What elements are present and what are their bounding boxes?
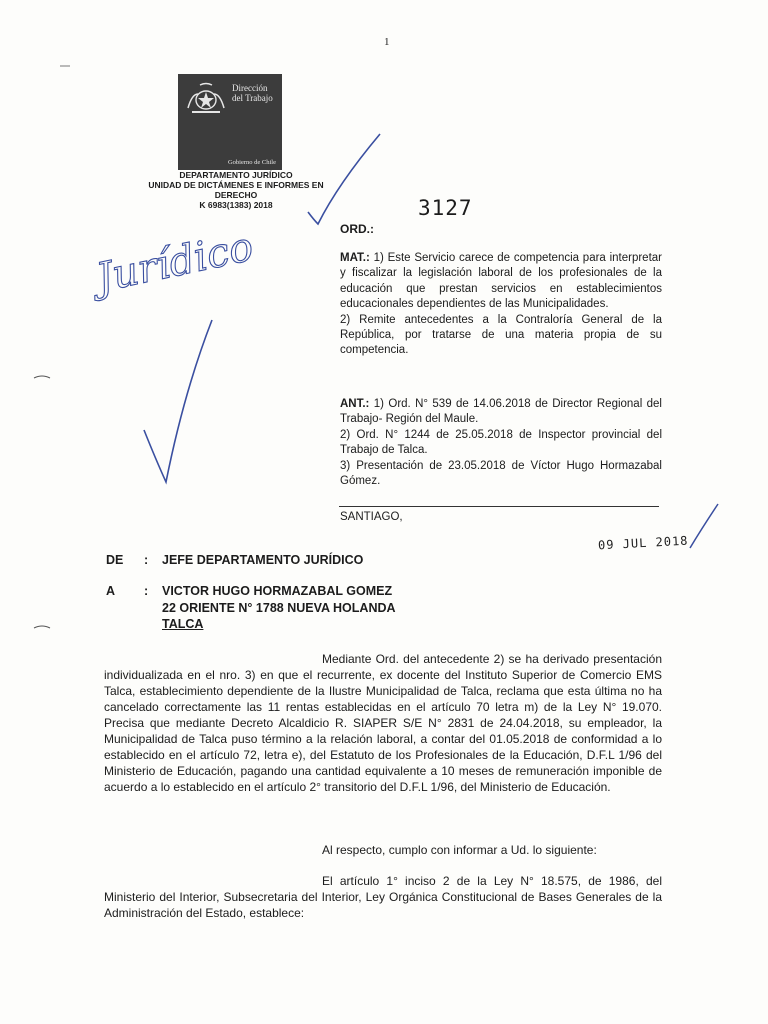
department-block	[128, 170, 344, 210]
department-line: DEPARTAMENTO JURÍDICO	[179, 170, 293, 180]
paragraph-text: El artículo 1° inciso 2 de la Ley N° 18.575, de 1986, del Ministerio del Interior, Subsecretaria del Interior, Ley Orgánica Constitucional de Bases Generales de la Administración del Estado, establece:	[104, 874, 662, 920]
place-label: SANTIAGO,	[340, 511, 403, 523]
ord-label: ORD.:	[340, 222, 374, 236]
department-line: DERECHO	[214, 190, 258, 200]
check-mark-icon	[690, 504, 718, 548]
to-key: A	[106, 584, 116, 598]
antecedents-label: ANT.:	[340, 398, 370, 410]
department-reference: K 6983(1383) 2018	[199, 200, 273, 210]
page-number: 1	[384, 36, 390, 48]
paragraph-text: Mediante Ord. del antecedente 2) se ha derivado presentación individualizada en el nro. 3) en que el recurrente, ex docente del Instituto Superior de Comercio EMS Talca, establecimiento dependiente de la Ilustre Municipalidad de Talca, reclama que esta última no ha cancelado correctamente las 11 rentas establecidas en el artículo 70 letra m) de la Ley N° 19.070. Precisa que mediante Decreto Alcaldicio R. SIAPER S/E N° 2831 de 24.04.2018, su empleador, la Municipalidad de Talca puso término a la relación laboral, a contar del 01.05.2018 de conformidad a lo establecido en el artículo 72, letra e), del Estatuto de los Profesionales de la Educación, D.F.L 1/96 del Ministerio de Educación, pagando una cantidad equivalente a 10 meses de remuneración imponible de acuerdo a lo establecido en el artículo 2° transitorio del D.F.L 1/96, del Ministerio de Educación.	[104, 652, 662, 794]
body-paragraph	[104, 842, 662, 858]
logo-title: Dirección del Trabajo	[232, 83, 273, 103]
to-name: VICTOR HUGO HORMAZABAL GOMEZ	[162, 584, 393, 598]
antecedent-item: 2) Ord. N° 1244 de 25.05.2018 de Inspector provincial del Trabajo de Talca.	[340, 428, 662, 457]
date-stamp: 09 JUL 2018	[597, 533, 689, 553]
body-paragraph	[104, 873, 662, 921]
margin-mark	[34, 626, 50, 628]
subject-text: 2) Remite antecedentes a la Contraloría General de la República, por tratarse de una materia propia de su competencia.	[340, 313, 662, 357]
divider	[339, 506, 659, 507]
paragraph-text: Al respecto, cumplo con informar a Ud. lo siguiente:	[322, 843, 597, 857]
to-row	[106, 584, 392, 598]
subject-text: 1) Este Servicio carece de competencia para interpretar y fiscalizar la legislación laboral de los profesionales de la educación que prestan servicios en establecimientos educacionales dependientes de las Municipalidades.	[340, 252, 662, 311]
antecedent-item: 3) Presentación de 23.05.2018 de Víctor Hugo Hormazabal Gómez.	[340, 459, 662, 488]
from-key: DE	[106, 553, 124, 567]
handwritten-word: Jurídico	[92, 223, 258, 302]
coat-of-arms-icon	[184, 82, 228, 116]
to-separator: :	[144, 584, 149, 598]
check-mark-icon	[144, 320, 212, 482]
department-line: UNIDAD DE DICTÁMENES E INFORMES EN	[148, 180, 324, 190]
to-address: 22 ORIENTE N° 1788 NUEVA HOLANDA	[162, 601, 396, 615]
subject-label: MAT.:	[340, 252, 370, 264]
antecedents-block	[340, 397, 662, 489]
subject-block	[340, 251, 662, 359]
to-city: TALCA	[162, 617, 204, 631]
margin-mark	[34, 376, 50, 378]
logo-footer: Gobierno de Chile	[227, 159, 276, 166]
institution-logo	[178, 74, 282, 170]
from-separator: :	[144, 553, 149, 567]
from-row	[106, 553, 363, 567]
ord-number: 3127	[418, 196, 473, 220]
from-value: JEFE DEPARTAMENTO JURÍDICO	[162, 553, 364, 567]
antecedent-item: 1) Ord. N° 539 de 14.06.2018 de Director Regional del Trabajo- Región del Maule.	[340, 398, 662, 426]
body-paragraph	[104, 651, 662, 795]
